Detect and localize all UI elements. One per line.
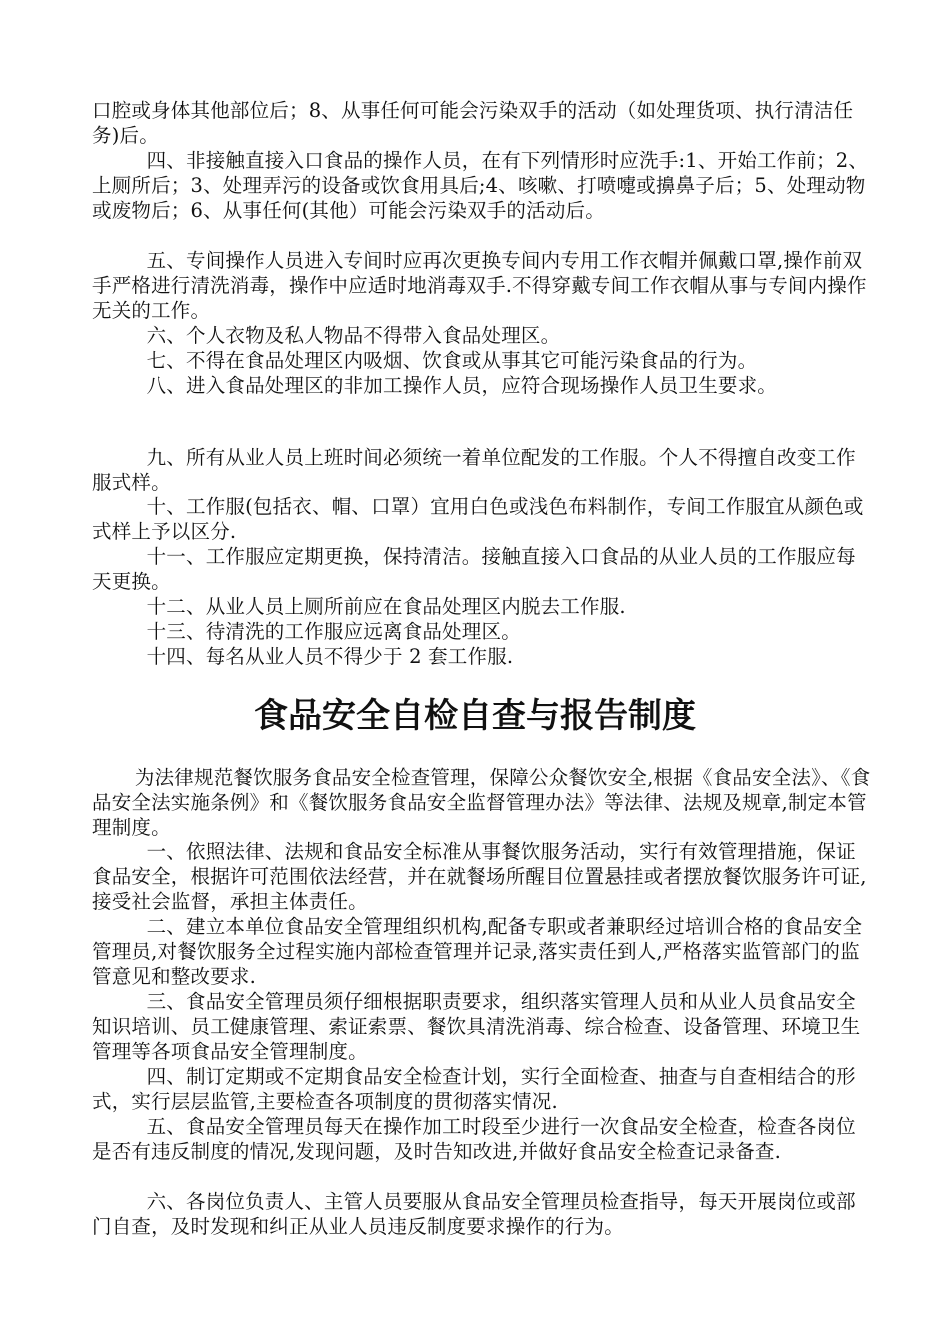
paragraph-rule-4: 四、制订定期或不定期食品安全检查计划，实行全面检查、抽查与自查相结合的形式，实行层层监管,主要检查各项制度的贯彻落实情况. (92, 1065, 856, 1113)
paragraph-item-4: 四、非接触直接入口食品的操作人员，在有下列情形时应洗手:1、开始工作前；2、上厕所后；3、处理弄污的设备或饮食用具后;4、咳嗽、打喷嚏或擤鼻子后；5、处理动物或废物后；6、从事任何(其他）可能会污染双手的活动后。 (92, 149, 869, 222)
paragraph-item-7: 七、不得在食品处理区内吸烟、饮食或从事其它可能污染食品的行为。 (146, 349, 758, 372)
paragraph-rule-3: 三、食品安全管理员须仔细根据职责要求，组织落实管理人员和从业人员食品安全知识培训、员工健康管理、索证索票、餐饮具清洗消毒、综合检查、设备管理、环境卫生管理等各项食品安全管理制度。 (92, 990, 861, 1063)
paragraph-rule-1: 一、依照法律、法规和食品安全标准从事餐饮服务活动，实行有效管理措施，保证食品安全，根据许可范围依法经营，并在就餐场所醒目位置悬挂或者摆放餐饮服务许可证,接受社会监督，承担主体责任。 (92, 840, 867, 913)
paragraph-item-10: 十、工作服(包括衣、帽、口罩）宜用白色或浅色布料制作，专间工作服宜从颜色或式样上予以区分. (92, 495, 864, 543)
paragraph-item-14: 十四、每名从业人员不得少于 2 套工作服. (146, 645, 514, 668)
paragraph-continuation: 口腔或身体其他部位后；8、从事任何可能会污染双手的活动（如处理货项、执行清洁任务)后。 (92, 99, 854, 147)
document-title: 食品安全自检自查与报告制度 (254, 696, 696, 736)
paragraph-intro: 为法律规范餐饮服务食品安全检查管理，保障公众餐饮安全,根据《食品安全法》、《食品安全法实施条例》和《餐饮服务食品安全监督管理办法》等法律、法规及规章,制定本管理制度。 (92, 766, 871, 839)
paragraph-item-8: 八、进入食品处理区的非加工操作人员，应符合现场操作人员卫生要求。 (146, 374, 777, 397)
paragraph-item-11: 十一、工作服应定期更换，保持清洁。接触直接入口食品的从业人员的工作服应每天更换。 (92, 545, 856, 593)
paragraph-rule-6: 六、各岗位负责人、主管人员要服从食品安全管理员检查指导，每天开展岗位或部门自查，及时发现和纠正从业人员违反制度要求操作的行为。 (92, 1190, 856, 1238)
paragraph-rule-5: 五、食品安全管理员每天在操作加工时段至少进行一次食品安全检查，检查各岗位是否有违反制度的情况,发现问题，及时告知改进,并做好食品安全检查记录备查. (92, 1115, 856, 1163)
paragraph-item-13: 十三、待清洗的工作服应远离食品处理区。 (146, 620, 521, 643)
paragraph-item-9: 九、所有从业人员上班时间必须统一着单位配发的工作服。个人不得擅自改变工作服式样。 (92, 446, 856, 494)
paragraph-item-12: 十二、从业人员上厕所前应在食品处理区内脱去工作服. (146, 595, 626, 618)
paragraph-item-5: 五、专间操作人员进入专间时应再次更换专间内专用工作衣帽并佩戴口罩,操作前双手严格进行清洗消毒，操作中应适时地消毒双手.不得穿戴专间工作衣帽从事与专间内操作无关的工作。 (92, 249, 867, 322)
paragraph-item-6: 六、个人衣物及私人物品不得带入食品处理区。 (146, 324, 561, 347)
paragraph-rule-2: 二、建立本单位食品安全管理组织机构,配备专职或者兼职经过培训合格的食品安全管理员,对餐饮服务全过程实施内部检查管理并记录,落实责任到人,严格落实监管部门的监管意见和整改要求. (92, 915, 863, 988)
